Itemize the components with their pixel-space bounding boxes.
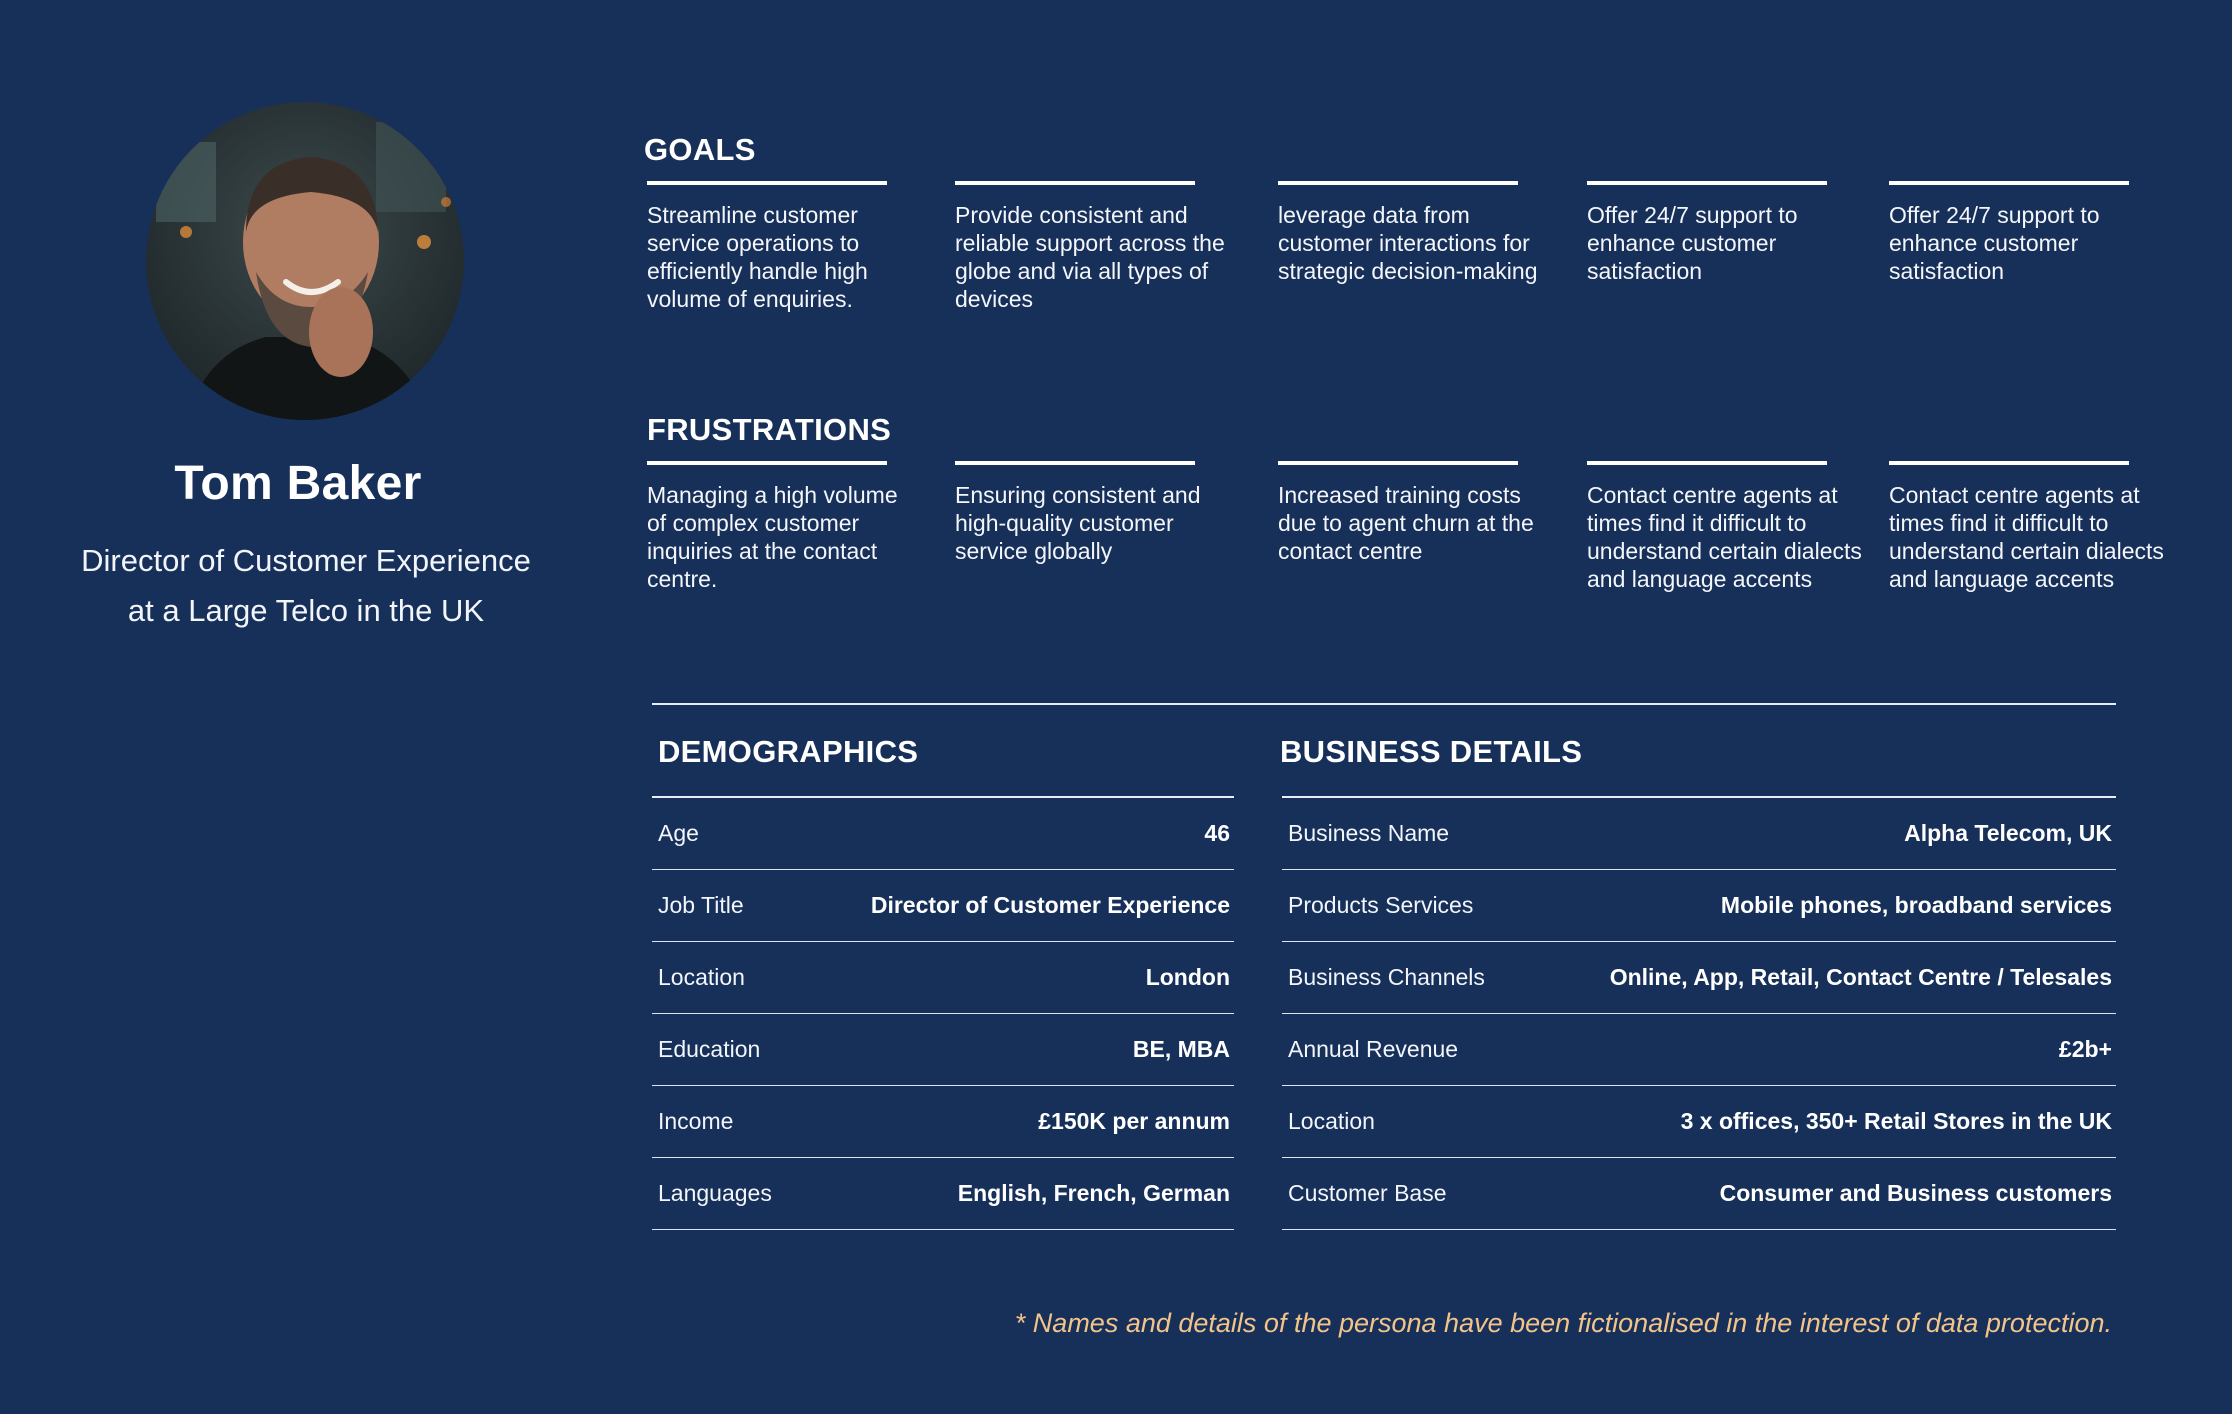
persona-name: Tom Baker bbox=[174, 457, 422, 510]
row-label: Customer Base bbox=[1288, 1180, 1447, 1206]
row-label: Business Name bbox=[1288, 820, 1450, 846]
frustration-divider bbox=[1278, 461, 1518, 465]
persona-role-line: at a Large Telco in the UK bbox=[127, 593, 485, 628]
table-row bbox=[1282, 798, 2116, 870]
row-value: £2b+ bbox=[2058, 1036, 2112, 1062]
goal-text: Streamline customer service operations to efficiently handle high volume of enquiries. bbox=[647, 202, 868, 312]
frustration-divider bbox=[1587, 461, 1827, 465]
row-label: Age bbox=[658, 820, 699, 846]
table-row bbox=[652, 1158, 1234, 1230]
goal-divider bbox=[1278, 181, 1518, 185]
row-value: Consumer and Business customers bbox=[1719, 1180, 2112, 1206]
frustration-divider bbox=[1889, 461, 2129, 465]
row-value: Online, App, Retail, Contact Centre / Telesales bbox=[1609, 964, 2112, 990]
table-row bbox=[652, 870, 1234, 942]
goal-divider bbox=[647, 181, 887, 185]
row-value: Director of Customer Experience bbox=[870, 892, 1230, 918]
table-row bbox=[1282, 1014, 2116, 1086]
row-label: Products Services bbox=[1288, 892, 1474, 918]
goals-title: GOALS bbox=[644, 132, 756, 167]
frustration-divider bbox=[955, 461, 1195, 465]
row-label: Location bbox=[658, 964, 745, 990]
frustration-item bbox=[1587, 461, 1862, 593]
goal-text: Provide consistent and reliable support across the globe and via all types of devices bbox=[955, 202, 1225, 312]
frustration-text: Contact centre agents at times find it difficult to understand certain dialects and language accents bbox=[1889, 482, 2164, 592]
business-details-title: BUSINESS DETAILS bbox=[1280, 734, 1583, 769]
table-row bbox=[1282, 870, 2116, 942]
row-label: Annual Revenue bbox=[1288, 1036, 1459, 1062]
goal-divider bbox=[955, 181, 1195, 185]
footnote: * Names and details of the persona have been fictionalised in the interest of data protection. bbox=[1014, 1308, 2112, 1338]
goal-item bbox=[1278, 181, 1538, 285]
table-row bbox=[1282, 942, 2116, 1014]
row-label: Education bbox=[658, 1036, 761, 1062]
table-row bbox=[652, 942, 1234, 1014]
table-row bbox=[652, 1014, 1234, 1086]
row-value: English, French, German bbox=[957, 1180, 1230, 1206]
goal-divider bbox=[1587, 181, 1827, 185]
goal-item bbox=[1587, 181, 1829, 285]
frustration-item bbox=[1889, 461, 2164, 593]
table-row bbox=[1282, 1158, 2116, 1230]
row-value: BE, MBA bbox=[1132, 1036, 1230, 1062]
frustrations-title: FRUSTRATIONS bbox=[647, 412, 892, 447]
frustration-text: Ensuring consistent and high-quality customer service globally bbox=[955, 482, 1201, 564]
frustration-text: Managing a high volume of complex customer inquiries at the contact centre. bbox=[647, 482, 898, 592]
goal-item bbox=[1889, 181, 2131, 285]
row-label: Languages bbox=[658, 1180, 772, 1206]
row-value: Mobile phones, broadband services bbox=[1720, 892, 2112, 918]
demographics-title: DEMOGRAPHICS bbox=[658, 734, 919, 769]
frustration-text: Contact centre agents at times find it difficult to understand certain dialects and language accents bbox=[1587, 482, 1862, 592]
avatar bbox=[146, 102, 464, 420]
row-value: 3 x offices, 350+ Retail Stores in the UK bbox=[1680, 1108, 2112, 1134]
frustration-item bbox=[1278, 461, 1534, 565]
goal-item bbox=[955, 181, 1225, 313]
goal-text: Offer 24/7 support to enhance customer satisfaction bbox=[1889, 202, 2100, 284]
goal-item bbox=[647, 181, 889, 313]
frustration-text: Increased training costs due to agent churn at the contact centre bbox=[1278, 482, 1534, 564]
row-value: 46 bbox=[1204, 820, 1230, 846]
row-label: Location bbox=[1288, 1108, 1375, 1134]
table-row bbox=[652, 1086, 1234, 1158]
goal-text: Offer 24/7 support to enhance customer satisfaction bbox=[1587, 202, 1798, 284]
avatar-photo bbox=[146, 102, 464, 420]
row-value: London bbox=[1145, 964, 1230, 990]
frustration-divider bbox=[647, 461, 887, 465]
business-details-table bbox=[1282, 796, 2116, 1230]
row-label: Job Title bbox=[658, 892, 744, 918]
row-label: Business Channels bbox=[1288, 964, 1485, 990]
persona-role bbox=[0, 536, 612, 636]
goal-text: leverage data from customer interactions for strategic decision-making bbox=[1278, 202, 1538, 284]
row-value: Alpha Telecom, UK bbox=[1904, 820, 2112, 846]
table-row bbox=[652, 798, 1234, 870]
persona-role-line: Director of Customer Experience bbox=[81, 543, 531, 578]
row-value: £150K per annum bbox=[1038, 1108, 1230, 1134]
row-label: Income bbox=[658, 1108, 734, 1134]
goal-divider bbox=[1889, 181, 2129, 185]
section-divider bbox=[652, 703, 2116, 705]
table-row bbox=[1282, 1086, 2116, 1158]
demographics-table bbox=[652, 796, 1234, 1230]
frustration-item bbox=[955, 461, 1201, 565]
frustration-item bbox=[647, 461, 898, 593]
